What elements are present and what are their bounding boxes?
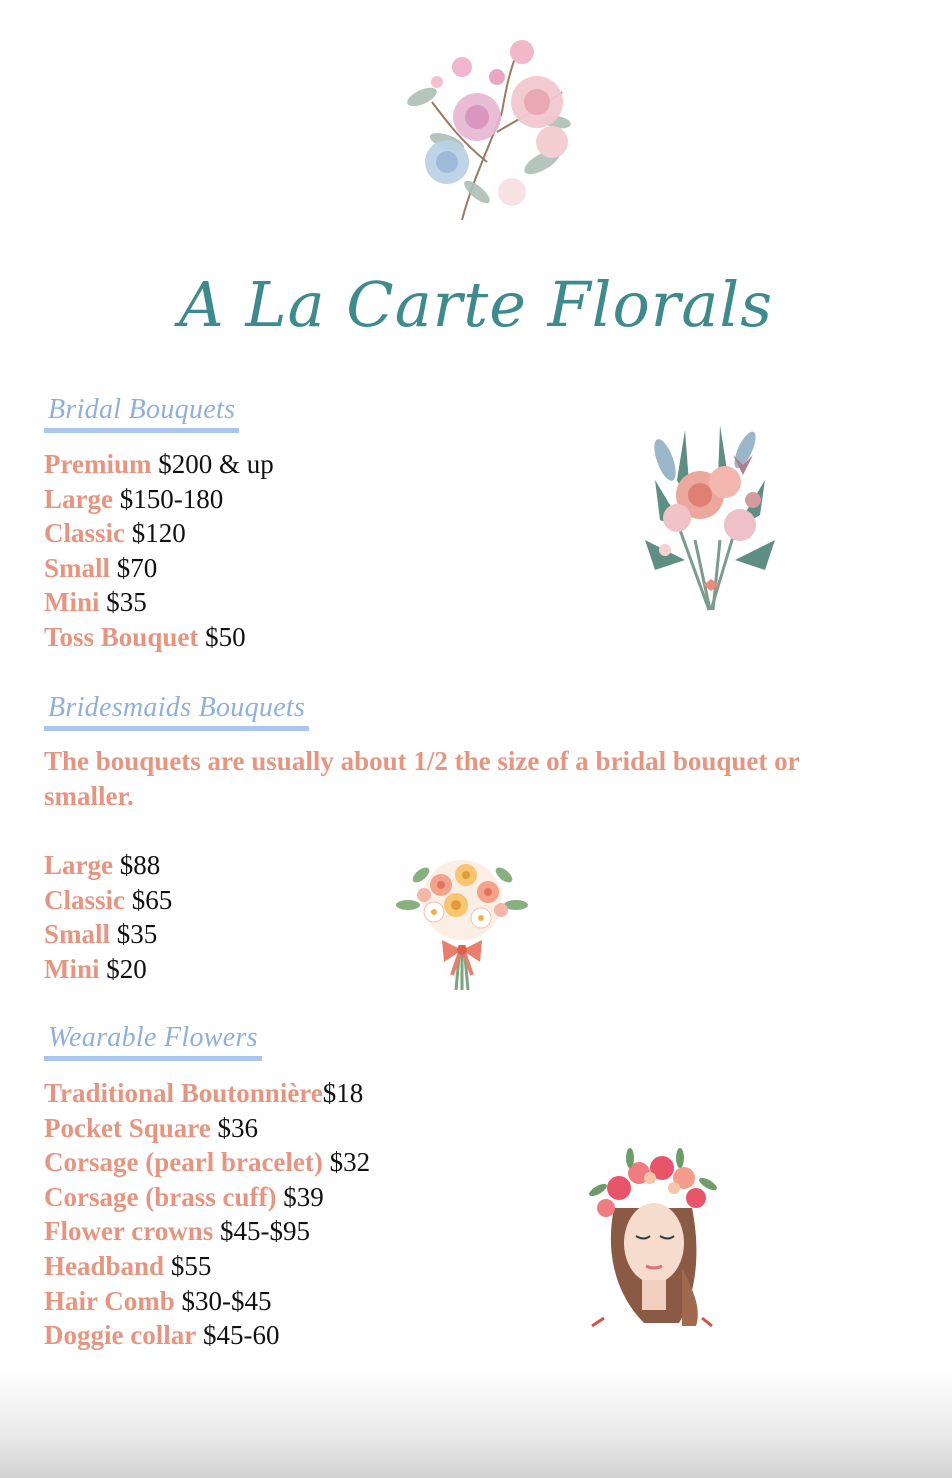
item-label: Headband: [44, 1250, 165, 1281]
item-price: $45-$95: [213, 1216, 310, 1247]
item-price: $18: [322, 1078, 364, 1108]
item-label: Small: [44, 552, 111, 583]
list-item: [44, 1076, 370, 1111]
item-label: Corsage (pearl bracelet): [44, 1147, 323, 1178]
item-price: $39: [276, 1181, 324, 1212]
item-price: $30-$45: [174, 1285, 272, 1316]
list-item: [44, 516, 274, 551]
item-price: $35: [99, 587, 147, 618]
item-label: Traditional Boutonnière: [44, 1078, 323, 1108]
list-item: [44, 1145, 370, 1180]
list-item: [44, 1249, 370, 1284]
item-label: Large: [44, 850, 113, 880]
item-price: $200 & up: [151, 449, 274, 479]
item-price: $45-60: [196, 1320, 280, 1351]
item-label: Doggie collar: [44, 1320, 197, 1351]
list-item: [44, 620, 274, 655]
item-label: Corsage (brass cuff): [44, 1181, 277, 1212]
item-label: Toss Bouquet: [44, 621, 199, 652]
item-price: $36: [210, 1112, 258, 1143]
item-price: $65: [125, 884, 173, 915]
list-item: [44, 482, 274, 517]
bridesmaids-note: The bouquets are usually about 1/2 the size of a bridal bouquet or smaller.: [44, 746, 800, 811]
item-label: Classic: [44, 518, 125, 549]
item-label: Flower crowns: [44, 1216, 214, 1247]
item-price: $150-180: [112, 483, 224, 514]
item-price: $50: [198, 621, 246, 652]
item-label: Small: [44, 919, 111, 950]
list-item: [44, 1214, 370, 1249]
bridal-price-list: [44, 447, 274, 655]
list-item: [44, 883, 172, 918]
list-item: [44, 1180, 370, 1215]
item-label: Large: [44, 483, 113, 514]
bridal-bouquet-illustration: [625, 420, 795, 620]
page-bottom-shadow: [0, 1368, 952, 1478]
item-label: Classic: [44, 884, 125, 915]
wearable-price-list: [44, 1076, 370, 1353]
section-heading-wearable: Wearable Flowers: [44, 1022, 262, 1061]
item-price: $20: [99, 953, 147, 984]
item-price: $55: [164, 1250, 212, 1281]
list-item: [44, 848, 172, 883]
item-label: Mini: [44, 587, 100, 618]
flower-crown-woman-illustration: [584, 1148, 724, 1328]
small-bouquet-illustration: [396, 850, 528, 995]
section-heading-bridal: Bridal Bouquets: [44, 394, 239, 433]
list-item: [44, 1318, 370, 1353]
list-item: [44, 585, 274, 620]
item-label: Mini: [44, 953, 100, 984]
item-label: Pocket Square: [44, 1112, 211, 1143]
list-item: [44, 917, 172, 952]
list-item: [44, 447, 274, 482]
list-item: [44, 1284, 370, 1319]
list-item: [44, 1111, 370, 1146]
item-price: $70: [110, 552, 158, 583]
floral-spray-illustration: [392, 22, 592, 222]
item-label: Hair Comb: [44, 1285, 175, 1316]
item-price: $88: [112, 850, 161, 880]
section-heading-bridesmaids: Bridesmaids Bouquets: [44, 692, 309, 731]
bridesmaids-price-list: [44, 848, 172, 986]
list-item: [44, 551, 274, 586]
list-item: [44, 952, 172, 987]
item-label: Premium: [44, 449, 152, 479]
item-price: $32: [322, 1147, 371, 1178]
item-price: $35: [110, 919, 158, 950]
item-price: $120: [125, 518, 186, 549]
page-title: A La Carte Florals: [178, 268, 774, 341]
